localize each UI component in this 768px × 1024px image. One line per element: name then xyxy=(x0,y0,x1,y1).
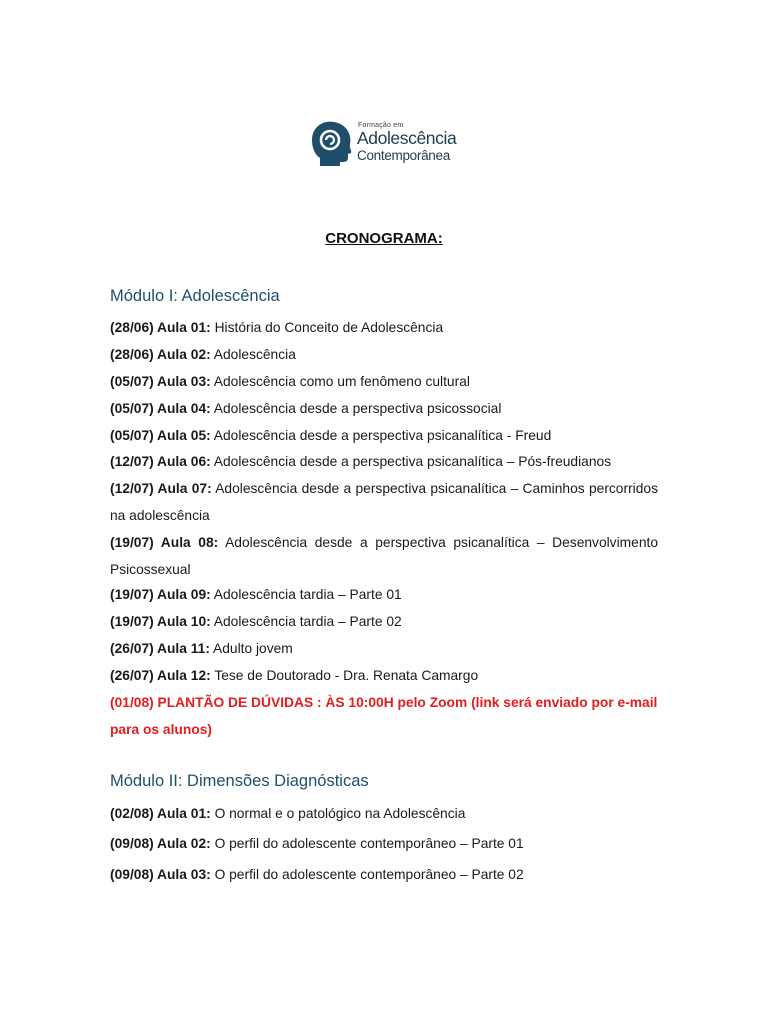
module-heading: Módulo II: Dimensões Diagnósticas xyxy=(110,772,369,790)
logo-subtitle: Contemporânea xyxy=(357,148,450,163)
logo-small-text: Formação em xyxy=(358,122,404,129)
list-item xyxy=(110,314,658,341)
doubts-session-notice: (01/08) PLANTÃO DE DÚVIDAS : ÀS 10:00H pelo Zoom (link será enviado por e-mail para os alunos) xyxy=(110,695,658,737)
list-item xyxy=(110,422,658,449)
item-prefix: (26/07) Aula 12: xyxy=(110,668,211,683)
list-item xyxy=(110,635,658,662)
list-item xyxy=(110,662,658,689)
item-text: O normal e o patológico na Adolescência xyxy=(214,806,466,821)
list-item xyxy=(110,341,658,368)
item-prefix: (12/07) Aula 07: xyxy=(110,481,212,496)
item-prefix: (12/07) Aula 06: xyxy=(110,454,211,469)
list-item xyxy=(110,395,658,422)
item-prefix: (26/07) Aula 11: xyxy=(110,641,210,656)
list-item xyxy=(110,581,658,608)
page-title: CRONOGRAMA: xyxy=(325,230,443,247)
item-prefix: (02/08) Aula 01: xyxy=(110,806,211,821)
list-item xyxy=(110,368,658,395)
list-item xyxy=(110,529,658,583)
item-text: Adolescência desde a perspectiva psicanalítica - Freud xyxy=(213,428,552,443)
head-spiral-icon xyxy=(306,118,354,168)
item-text: Adolescência tardia – Parte 01 xyxy=(213,587,402,602)
item-text: Adolescência desde a perspectiva psicanalítica – Caminhos percorridos na adolescência xyxy=(110,481,658,523)
item-text: Adolescência desde a perspectiva psicanalítica – Pós-freudianos xyxy=(213,454,612,469)
item-text: Adolescência como um fenômeno cultural xyxy=(213,374,470,389)
item-text: Adolescência desde a perspectiva psicanalítica – Desenvolvimento Psicossexual xyxy=(110,535,658,577)
item-prefix: (19/07) Aula 10: xyxy=(110,614,211,629)
item-text: Adolescência desde a perspectiva psicossocial xyxy=(213,401,502,416)
module-heading: Módulo I: Adolescência xyxy=(110,287,280,305)
item-prefix: (05/07) Aula 03: xyxy=(110,374,211,389)
item-prefix: (09/08) Aula 02: xyxy=(110,836,211,851)
item-prefix: (05/07) Aula 04: xyxy=(110,401,211,416)
item-text: Tese de Doutorado - Dra. Renata Camargo xyxy=(214,668,479,683)
item-prefix: (28/06) Aula 02: xyxy=(110,347,211,362)
item-prefix: (19/07) Aula 09: xyxy=(110,587,211,602)
list-item xyxy=(110,830,658,857)
list-item xyxy=(110,861,658,888)
item-text: Adolescência tardia – Parte 02 xyxy=(213,614,402,629)
item-text: Adolescência xyxy=(213,347,296,362)
list-item xyxy=(110,448,658,475)
item-prefix: (09/08) Aula 03: xyxy=(110,867,211,882)
item-prefix: (28/06) Aula 01: xyxy=(110,320,211,335)
list-item xyxy=(110,475,658,529)
item-prefix: (19/07) Aula 08: xyxy=(110,535,219,550)
list-item xyxy=(110,800,658,827)
list-item xyxy=(110,608,658,635)
item-text: O perfil do adolescente contemporâneo – Parte 02 xyxy=(214,867,524,882)
item-text: Adulto jovem xyxy=(213,641,293,656)
logo xyxy=(306,118,466,170)
item-text: O perfil do adolescente contemporâneo – Parte 01 xyxy=(214,836,524,851)
item-prefix: (05/07) Aula 05: xyxy=(110,428,211,443)
item-text: História do Conceito de Adolescência xyxy=(214,320,444,335)
logo-title: Adolescência xyxy=(357,128,457,148)
